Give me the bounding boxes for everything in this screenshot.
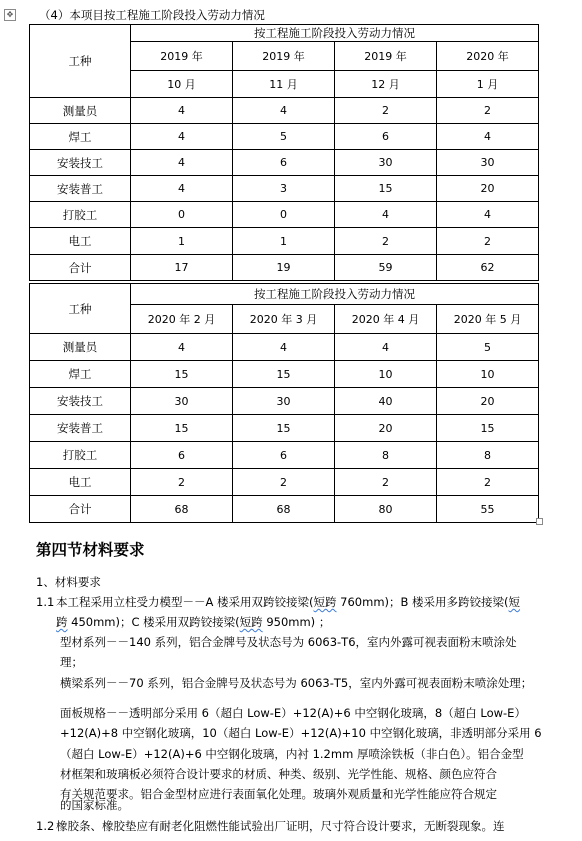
labor-table-1 xyxy=(29,24,539,281)
role-cell: 合计 xyxy=(30,255,131,281)
paragraph-line: 理； xyxy=(60,655,83,669)
table-row xyxy=(30,228,539,255)
period-month: 11 月 xyxy=(233,71,335,98)
period-year: 2019 年 xyxy=(131,42,233,71)
period-cell: 2020 年 3 月 xyxy=(233,305,335,334)
value-cell: 4 xyxy=(131,150,233,176)
value-cell: 5 xyxy=(437,334,539,361)
value-cell: 2 xyxy=(335,469,437,496)
value-cell: 1 xyxy=(131,228,233,255)
value-cell: 2 xyxy=(335,228,437,255)
table-row xyxy=(30,442,539,469)
value-cell: 2 xyxy=(233,469,335,496)
paragraph-line: +12(A)+8 中空钢化玻璃，10（超白 Low-E）+12(A)+10 中空钢化玻璃，非透明部分采用 6 xyxy=(60,726,542,740)
value-cell: 4 xyxy=(233,334,335,361)
value-cell: 2 xyxy=(131,469,233,496)
period-cell: 2020 年 5 月 xyxy=(437,305,539,334)
role-cell: 测量员 xyxy=(30,98,131,124)
spellcheck-underlined-text: 跨 xyxy=(56,615,68,629)
value-cell: 30 xyxy=(437,150,539,176)
value-cell: 4 xyxy=(131,334,233,361)
value-cell: 17 xyxy=(131,255,233,281)
table-row xyxy=(30,469,539,496)
role-cell: 安装普工 xyxy=(30,415,131,442)
value-cell: 30 xyxy=(233,388,335,415)
role-cell: 打胶工 xyxy=(30,442,131,469)
value-cell: 30 xyxy=(131,388,233,415)
paragraph-line: 材框架和玻璃板必须符合设计要求的材质、种类、级别、光学性能、规格、颜色应符合 xyxy=(60,767,497,781)
role-header: 工种 xyxy=(30,284,131,334)
role-cell: 安装技工 xyxy=(30,388,131,415)
period-month: 12 月 xyxy=(335,71,437,98)
role-cell: 电工 xyxy=(30,469,131,496)
paragraph-line: 有关规范要求。铝合金型材应进行表面氧化处理。玻璃外观质量和光学性能应符合规定 xyxy=(60,787,497,801)
table-row xyxy=(30,361,539,388)
value-cell: 0 xyxy=(233,202,335,228)
table-row xyxy=(30,334,539,361)
paragraph-line xyxy=(56,592,520,613)
table-row xyxy=(30,415,539,442)
list-number: 1.1 xyxy=(36,595,55,609)
value-cell: 15 xyxy=(437,415,539,442)
paragraph-line: （超白 Low-E）+12(A)+6 中空钢化玻璃，内衬 1.2mm 厚喷涂铁板（非白色）。铝合金型 xyxy=(60,747,524,761)
list-item-heading: 1、材料要求 xyxy=(36,575,101,589)
value-cell: 10 xyxy=(437,361,539,388)
span-header: 按工程施工阶段投入劳动力情况 xyxy=(131,25,539,42)
value-cell: 4 xyxy=(437,202,539,228)
paragraph-line: 型材系列－－140 系列，铝合金牌号及状态号为 6063-T6，室内外露可视表面粉末喷涂处 xyxy=(60,635,517,649)
role-header: 工种 xyxy=(30,25,131,98)
value-cell: 19 xyxy=(233,255,335,281)
value-cell: 68 xyxy=(131,496,233,523)
value-cell: 62 xyxy=(437,255,539,281)
period-cell: 2020 年 4 月 xyxy=(335,305,437,334)
value-cell: 4 xyxy=(131,176,233,202)
value-cell: 15 xyxy=(233,361,335,388)
value-cell: 8 xyxy=(335,442,437,469)
value-cell: 30 xyxy=(335,150,437,176)
paragraph-line xyxy=(56,612,330,633)
period-month: 1 月 xyxy=(437,71,539,98)
list-number: 1.2 xyxy=(36,819,55,833)
text-run: 760mm)；B 楼采用多跨铰接梁( xyxy=(336,595,509,609)
table-move-handle-icon[interactable]: ✥ xyxy=(4,9,16,21)
value-cell: 4 xyxy=(437,124,539,150)
section-heading: 第四节材料要求 xyxy=(36,540,145,559)
table-row xyxy=(30,98,539,124)
value-cell: 20 xyxy=(437,176,539,202)
value-cell: 15 xyxy=(335,176,437,202)
text-run: 450mm)；C 楼采用双跨铰接梁( xyxy=(67,615,240,629)
role-cell: 合计 xyxy=(30,496,131,523)
paragraph-line: 横梁系列－－70 系列，铝合金牌号及状态号为 6063-T5，室内外露可视表面粉末喷涂处理； xyxy=(60,676,533,690)
value-cell: 5 xyxy=(233,124,335,150)
paragraph-line: 面板规格－－透明部分采用 6（超白 Low-E）+12(A)+6 中空钢化玻璃，8（超白 Low-E） xyxy=(60,706,526,720)
table-row xyxy=(30,388,539,415)
text-run: 950mm) ； xyxy=(262,615,331,629)
table-row xyxy=(30,202,539,228)
table-row xyxy=(30,176,539,202)
value-cell: 59 xyxy=(335,255,437,281)
value-cell: 6 xyxy=(233,150,335,176)
role-cell: 打胶工 xyxy=(30,202,131,228)
table-row-total xyxy=(30,255,539,281)
value-cell: 6 xyxy=(131,442,233,469)
value-cell: 20 xyxy=(437,388,539,415)
value-cell: 15 xyxy=(233,415,335,442)
paragraph-line: 橡胶条、橡胶垫应有耐老化阻燃性能试验出厂证明，尺寸符合设计要求，无断裂现象。连 xyxy=(56,819,505,833)
spellcheck-underlined-text: 短跨 xyxy=(313,595,337,609)
period-year: 2019 年 xyxy=(233,42,335,71)
span-header: 按工程施工阶段投入劳动力情况 xyxy=(131,284,539,305)
role-cell: 安装普工 xyxy=(30,176,131,202)
period-year: 2019 年 xyxy=(335,42,437,71)
value-cell: 6 xyxy=(335,124,437,150)
value-cell: 20 xyxy=(335,415,437,442)
value-cell: 3 xyxy=(233,176,335,202)
role-cell: 安装技工 xyxy=(30,150,131,176)
value-cell: 40 xyxy=(335,388,437,415)
value-cell: 6 xyxy=(233,442,335,469)
spellcheck-underlined-text: 短跨 xyxy=(239,615,263,629)
value-cell: 2 xyxy=(437,469,539,496)
table-caption: （4）本项目按工程施工阶段投入劳动力情况 xyxy=(39,8,265,22)
value-cell: 15 xyxy=(131,415,233,442)
paragraph-line: 的国家标准。 xyxy=(60,798,129,812)
period-month: 10 月 xyxy=(131,71,233,98)
role-cell: 焊工 xyxy=(30,361,131,388)
table-row xyxy=(30,150,539,176)
table-resize-handle[interactable] xyxy=(536,518,543,525)
spellcheck-underlined-text: 短 xyxy=(508,595,521,609)
value-cell: 55 xyxy=(437,496,539,523)
value-cell: 10 xyxy=(335,361,437,388)
period-cell: 2020 年 2 月 xyxy=(131,305,233,334)
value-cell: 0 xyxy=(131,202,233,228)
table-row xyxy=(30,124,539,150)
value-cell: 2 xyxy=(437,98,539,124)
value-cell: 1 xyxy=(233,228,335,255)
value-cell: 4 xyxy=(131,124,233,150)
value-cell: 2 xyxy=(335,98,437,124)
text-run: 本工程采用立柱受力模型－－A 楼采用双跨铰接梁( xyxy=(56,595,314,609)
role-cell: 焊工 xyxy=(30,124,131,150)
value-cell: 4 xyxy=(233,98,335,124)
value-cell: 8 xyxy=(437,442,539,469)
value-cell: 4 xyxy=(131,98,233,124)
value-cell: 4 xyxy=(335,334,437,361)
value-cell: 80 xyxy=(335,496,437,523)
table-row-total xyxy=(30,496,539,523)
value-cell: 15 xyxy=(131,361,233,388)
labor-table-2 xyxy=(29,283,539,523)
period-year: 2020 年 xyxy=(437,42,539,71)
role-cell: 测量员 xyxy=(30,334,131,361)
value-cell: 68 xyxy=(233,496,335,523)
value-cell: 4 xyxy=(335,202,437,228)
value-cell: 2 xyxy=(437,228,539,255)
role-cell: 电工 xyxy=(30,228,131,255)
